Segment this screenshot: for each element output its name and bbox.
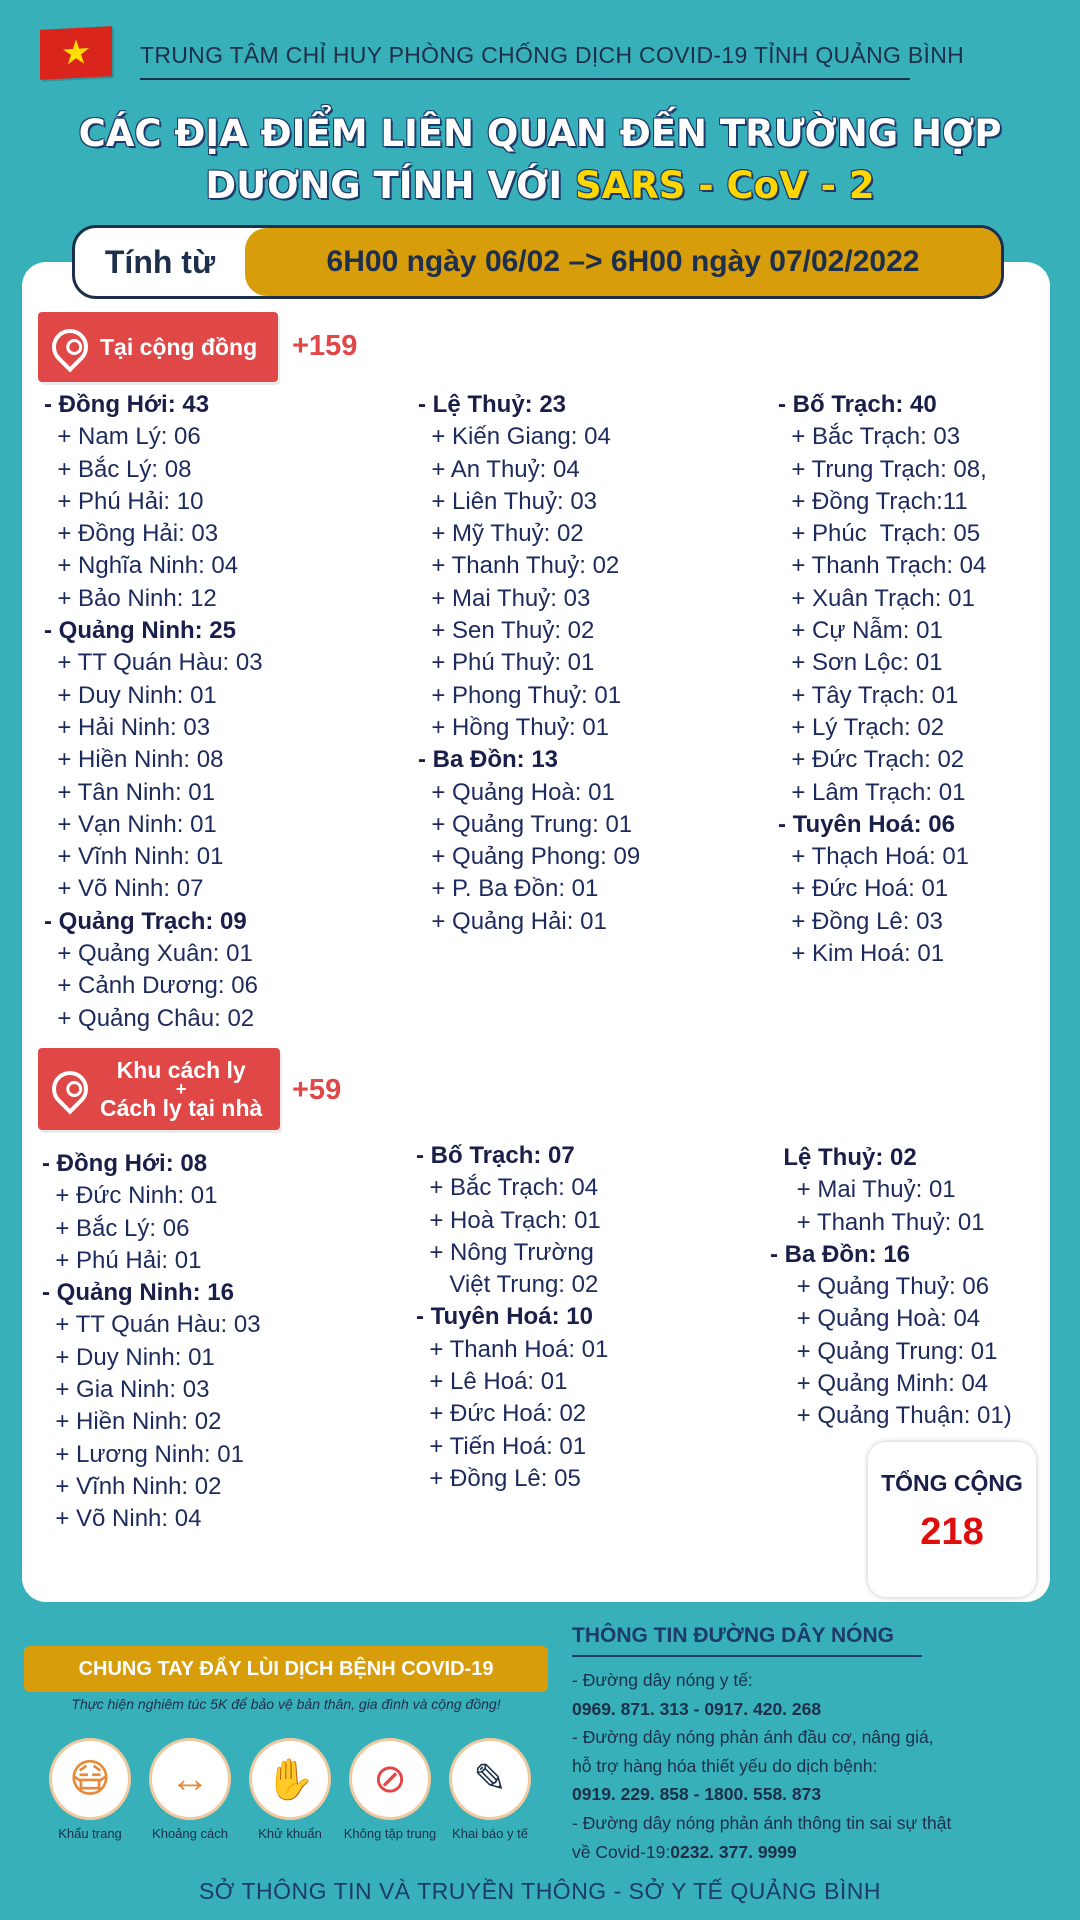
commune-item: + Bảo Ninh: 12 xyxy=(44,584,217,612)
campaign-slogan: Thực hiện nghiêm túc 5K để bảo vệ bản thân, gia đình và cộng đồng! xyxy=(71,1696,501,1712)
disinfect-icon: ✋ xyxy=(249,1738,331,1820)
icon-item-health-declaration xyxy=(438,1738,542,1841)
commune-item: + Thanh Thuỷ: 01 xyxy=(770,1208,985,1236)
commune-item: + Thanh Hoá: 01 xyxy=(416,1335,609,1363)
district-heading: - Quảng Ninh: 25 xyxy=(44,617,236,645)
commune-item: + Kiến Giang: 04 xyxy=(418,423,611,451)
commune-item: + Mai Thuỷ: 01 xyxy=(770,1176,956,1204)
organization-name: TRUNG TÂM CHỈ HUY PHÒNG CHỐNG DỊCH COVID-19 TỈNH QUẢNG BÌNH xyxy=(140,42,965,68)
commune-item: + Phú Hải: 10 xyxy=(44,487,204,515)
icon-item-mask xyxy=(38,1738,142,1841)
icon-item-disinfect xyxy=(238,1738,342,1841)
icon-label: Khẩu trang xyxy=(58,1826,122,1841)
hotline-number-misinfo: 0232. 377. 9999 xyxy=(670,1841,797,1862)
commune-item: + Hải Ninh: 03 xyxy=(44,713,211,741)
commune-item: + Sen Thuỷ: 02 xyxy=(418,617,595,645)
commune-item: + TT Quán Hàu: 03 xyxy=(42,1311,261,1339)
commune-item: + P. Ba Đồn: 01 xyxy=(418,875,599,903)
quarantine-count: +59 xyxy=(292,1074,342,1106)
district-heading: - Bố Trạch: 07 xyxy=(416,1142,575,1169)
commune-item: + Mai Thuỷ: 03 xyxy=(418,584,591,612)
commune-item: + Quảng Hải: 01 xyxy=(418,907,607,935)
district-heading: - Tuyên Hoá: 06 xyxy=(778,810,955,838)
icon-label: Khai báo y tế xyxy=(452,1826,528,1841)
quarantine-tag-plus: + xyxy=(175,1079,187,1099)
community-count: +159 xyxy=(292,330,358,362)
total-label: TỔNG CỘNG xyxy=(881,1470,1023,1496)
commune-item: + Lương Ninh: 01 xyxy=(42,1440,244,1468)
commune-item: + Đức Hoá: 01 xyxy=(778,875,949,903)
commune-item: + Tiến Hoá: 01 xyxy=(416,1432,587,1460)
district-heading: - Bố Trạch: 40 xyxy=(778,391,937,418)
community-tag xyxy=(38,312,278,382)
hotline-line: - Đường dây nóng y tế: xyxy=(572,1670,753,1690)
quarantine-column-1 xyxy=(42,1148,261,1536)
commune-item: + Quảng Xuân: 01 xyxy=(44,940,253,968)
hotline-line: hỗ trợ hàng hóa thiết yếu do dịch bệnh: xyxy=(572,1755,878,1776)
distance-icon: ↔ xyxy=(149,1738,231,1820)
commune-item: + Lâm Trạch: 01 xyxy=(778,778,966,806)
commune-item: + Quảng Phong: 09 xyxy=(418,843,641,871)
icon-label: Khử khuẩn xyxy=(258,1826,322,1841)
community-tag-label: Tại cộng đồng xyxy=(100,334,258,360)
commune-item: + Hoà Trạch: 01 xyxy=(416,1206,601,1234)
community-column-3 xyxy=(778,389,987,970)
hotline-numbers-medical: 0969. 871. 313 - 0917. 420. 268 xyxy=(572,1698,822,1719)
quarantine-tag-label xyxy=(100,1055,262,1123)
commune-item: + Đồng Trạch:11 xyxy=(778,487,968,515)
quarantine-tag xyxy=(38,1048,280,1130)
title-virus-name: SARS - CoV - 2 xyxy=(574,164,875,207)
commune-item: + Thanh Trạch: 04 xyxy=(778,552,987,580)
commune-item: + Vĩnh Ninh: 02 xyxy=(42,1472,222,1500)
commune-item: + Hiền Ninh: 02 xyxy=(42,1408,222,1436)
district-heading: - Ba Đồn: 13 xyxy=(418,746,559,774)
page-title xyxy=(0,108,1080,212)
community-column-2 xyxy=(418,389,640,938)
district-heading: - Tuyên Hoá: 10 xyxy=(416,1303,593,1331)
commune-item: + Tây Trạch: 01 xyxy=(778,681,959,709)
footer-credit: SỞ THÔNG TIN VÀ TRUYỀN THÔNG - SỞ Y TẾ QUẢNG BÌNH xyxy=(198,1878,882,1904)
commune-item: + Quảng Thuận: 01) xyxy=(770,1402,1012,1430)
commune-item: + Gia Ninh: 03 xyxy=(42,1376,210,1404)
commune-item: + Vĩnh Ninh: 01 xyxy=(44,843,224,871)
district-heading: Lệ Thuỷ: 02 xyxy=(770,1144,917,1171)
commune-item: + Đức Ninh: 01 xyxy=(42,1182,218,1210)
commune-item: + Quảng Hoà: 01 xyxy=(418,778,615,806)
district-heading: - Đồng Hới: 08 xyxy=(42,1150,208,1177)
total-box xyxy=(868,1442,1036,1597)
icon-label: Không tập trung xyxy=(343,1826,437,1841)
hotline-line: - Đường dây nóng phản ánh đầu cơ, nâng giá, xyxy=(572,1727,934,1748)
commune-item: Việt Trung: 02 xyxy=(416,1271,599,1299)
hotline-line xyxy=(572,1838,1062,1867)
title-line-1: CÁC ĐỊA ĐIỂM LIÊN QUAN ĐẾN TRƯỜNG HỢP xyxy=(78,112,1002,155)
commune-item: + Phúc Trạch: 05 xyxy=(778,520,981,548)
title-line-2-prefix: DƯƠNG TÍNH VỚI xyxy=(205,164,575,207)
commune-item: + Phú Thuỷ: 01 xyxy=(418,649,595,677)
icon-item-distance xyxy=(138,1738,242,1841)
commune-item: + Sơn Lộc: 01 xyxy=(778,649,943,677)
commune-item: + Thạch Hoá: 01 xyxy=(778,843,970,871)
time-period-box xyxy=(72,225,1004,299)
commune-item: + Nông Trường xyxy=(416,1238,594,1266)
hotline-numbers-price: 0919. 229. 858 - 1800. 558. 873 xyxy=(572,1784,822,1805)
district-heading: - Lệ Thuỷ: 23 xyxy=(418,391,567,418)
commune-item: + TT Quán Hàu: 03 xyxy=(44,649,263,677)
icon-label: Khoảng cách xyxy=(152,1826,228,1841)
commune-item: + Phong Thuỷ: 01 xyxy=(418,681,622,709)
district-heading: - Đồng Hới: 43 xyxy=(44,391,210,418)
commune-item: + Quảng Hoà: 04 xyxy=(770,1305,981,1333)
commune-item: + Quảng Trung: 01 xyxy=(770,1337,998,1365)
district-heading: - Quảng Ninh: 16 xyxy=(42,1279,234,1307)
hotline-misinfo-prefix: về Covid-19: xyxy=(572,1841,671,1862)
hotline-divider xyxy=(572,1655,922,1657)
campaign-banner: CHUNG TAY ĐẨY LÙI DỊCH BỆNH COVID-19 xyxy=(24,1646,548,1692)
commune-item: + Lý Trạch: 02 xyxy=(778,713,945,741)
commune-item: + Trung Trạch: 08, xyxy=(778,455,987,483)
commune-item: + Cảnh Dương: 06 xyxy=(44,972,258,1000)
district-heading: - Ba Đồn: 16 xyxy=(770,1240,911,1268)
hotline-line: - Đường dây nóng phản ánh thông tin sai sự thật xyxy=(572,1812,952,1833)
commune-item: + Nghĩa Ninh: 04 xyxy=(44,552,239,580)
commune-item: + Quảng Minh: 04 xyxy=(770,1370,989,1398)
commune-item: + Đồng Lê: 05 xyxy=(416,1464,581,1492)
quarantine-tag-line-1: Khu cách ly xyxy=(116,1057,246,1083)
commune-item: + Bắc Lý: 06 xyxy=(42,1214,190,1242)
quarantine-tag-line-3: Cách ly tại nhà xyxy=(100,1095,263,1121)
commune-item: + Đức Hoá: 02 xyxy=(416,1400,587,1428)
community-column-1 xyxy=(44,389,263,1035)
commune-item: + Bắc Trạch: 04 xyxy=(416,1174,599,1202)
5k-icon-row xyxy=(38,1738,558,1848)
header-divider xyxy=(140,78,910,80)
total-value: 218 xyxy=(920,1511,984,1553)
hotline-body xyxy=(572,1666,1062,1866)
commune-item: + Phú Hải: 01 xyxy=(42,1246,202,1274)
commune-item: + Nam Lý: 06 xyxy=(44,423,201,451)
hotline-title: THÔNG TIN ĐƯỜNG DÂY NÓNG xyxy=(572,1624,894,1647)
commune-item: + Kim Hoá: 01 xyxy=(778,940,945,968)
commune-item: + An Thuỷ: 04 xyxy=(418,455,580,483)
commune-item: + Vạn Ninh: 01 xyxy=(44,810,217,838)
commune-item: + Liên Thuỷ: 03 xyxy=(418,487,598,515)
commune-item: + Quảng Thuỷ: 06 xyxy=(770,1273,990,1301)
period-value: 6H00 ngày 06/02 –> 6H00 ngày 07/02/2022 xyxy=(245,228,1001,296)
commune-item: + Võ Ninh: 04 xyxy=(42,1505,202,1533)
commune-item: + Duy Ninh: 01 xyxy=(42,1343,215,1371)
commune-item: + Đồng Hải: 03 xyxy=(44,520,219,548)
location-pin-icon xyxy=(45,322,96,373)
quarantine-column-2 xyxy=(416,1140,608,1495)
commune-item: + Quảng Trung: 01 xyxy=(418,810,633,838)
commune-item: + Mỹ Thuỷ: 02 xyxy=(418,520,584,548)
no-gathering-icon: ⊘ xyxy=(349,1738,431,1820)
quarantine-column-3 xyxy=(770,1142,1012,1433)
vietnam-flag-icon: ★ xyxy=(40,26,112,80)
commune-item: + Bắc Lý: 08 xyxy=(44,455,192,483)
mask-icon: 😷 xyxy=(49,1738,131,1820)
health-declaration-icon: ✎ xyxy=(449,1738,531,1820)
district-heading: - Quảng Trạch: 09 xyxy=(44,907,247,935)
commune-item: + Hiền Ninh: 08 xyxy=(44,746,224,774)
commune-item: + Bắc Trạch: 03 xyxy=(778,423,961,451)
icon-item-no-gathering xyxy=(338,1738,442,1841)
period-label: Tính từ xyxy=(104,243,216,280)
commune-item: + Cự Nẫm: 01 xyxy=(778,617,943,645)
commune-item: + Thanh Thuỷ: 02 xyxy=(418,552,620,580)
commune-item: + Đồng Lê: 03 xyxy=(778,907,943,935)
commune-item: + Võ Ninh: 07 xyxy=(44,875,204,903)
commune-item: + Xuân Trạch: 01 xyxy=(778,584,975,612)
commune-item: + Tân Ninh: 01 xyxy=(44,778,215,806)
title-line-2 xyxy=(0,160,1080,212)
commune-item: + Đức Trạch: 02 xyxy=(778,746,965,774)
commune-item: + Duy Ninh: 01 xyxy=(44,681,217,709)
commune-item: + Quảng Châu: 02 xyxy=(44,1004,255,1032)
location-pin-icon xyxy=(45,1064,96,1115)
commune-item: + Lê Hoá: 01 xyxy=(416,1368,568,1396)
commune-item: + Hồng Thuỷ: 01 xyxy=(418,713,610,741)
